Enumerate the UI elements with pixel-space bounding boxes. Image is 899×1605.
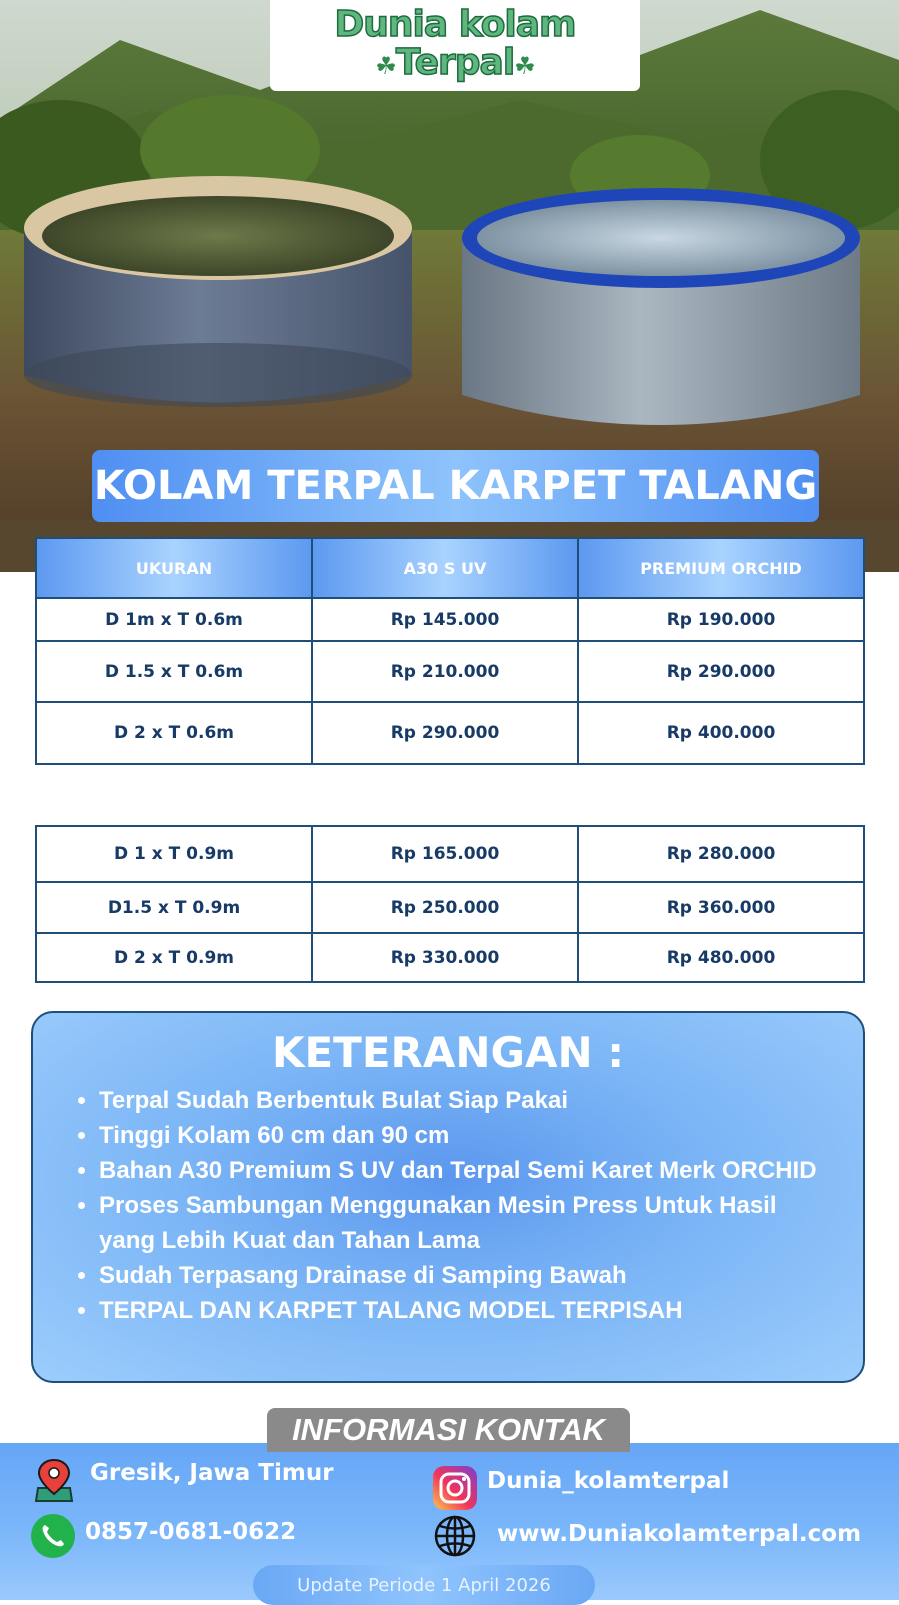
price-table-60cm xyxy=(35,537,865,765)
notes-heading: KETERANGAN : xyxy=(271,1028,625,1077)
location-text: Gresik, Jawa Timur xyxy=(90,1460,334,1486)
column-header: PREMIUM ORCHID xyxy=(578,538,864,598)
notes-panel xyxy=(31,1011,865,1383)
phone-item[interactable] xyxy=(31,1514,296,1558)
map-pin-icon xyxy=(34,1458,74,1502)
price-table-90cm xyxy=(35,825,865,983)
table-row xyxy=(36,933,864,982)
leaf-icon: ☘ xyxy=(514,52,535,80)
list-item: • Terpal Sudah Berbentuk Bulat Siap Pakai xyxy=(99,1083,833,1118)
price-orchid-cell: Rp 280.000 xyxy=(578,826,864,882)
price-orchid-cell: Rp 190.000 xyxy=(578,598,864,641)
website-item[interactable] xyxy=(433,1514,861,1558)
table-row xyxy=(36,882,864,933)
list-item: • Sudah Terpasang Drainase di Samping Bawah xyxy=(99,1258,833,1293)
brand-name-line2-wrap xyxy=(375,44,534,85)
globe-icon xyxy=(433,1514,477,1558)
column-header: A30 S UV xyxy=(312,538,578,598)
instagram-icon xyxy=(433,1466,477,1510)
notes-list xyxy=(33,1083,863,1328)
table-row xyxy=(36,826,864,882)
price-a30-cell: Rp 290.000 xyxy=(312,702,578,764)
price-orchid-cell: Rp 400.000 xyxy=(578,702,864,764)
price-a30-cell: Rp 210.000 xyxy=(312,641,578,702)
price-orchid-cell: Rp 480.000 xyxy=(578,933,864,982)
list-item: • Tinggi Kolam 60 cm dan 90 cm xyxy=(99,1118,833,1153)
price-a30-cell: Rp 145.000 xyxy=(312,598,578,641)
table-header-row xyxy=(36,538,864,598)
price-a30-cell: Rp 330.000 xyxy=(312,933,578,982)
update-period-badge: Update Periode 1 April 2026 xyxy=(253,1565,595,1605)
phone-number[interactable]: 0857-0681-0622 xyxy=(85,1519,297,1545)
size-cell: D 2 x T 0.6m xyxy=(36,702,312,764)
location-item xyxy=(34,1458,334,1502)
brand-name-line1: Dunia kolam xyxy=(334,4,576,45)
size-cell: D 1.5 x T 0.6m xyxy=(36,641,312,702)
table-row xyxy=(36,598,864,641)
list-item: • TERPAL DAN KARPET TALANG MODEL TERPISAH xyxy=(99,1293,833,1328)
size-cell: D 1 x T 0.9m xyxy=(36,826,312,882)
price-a30-cell: Rp 165.000 xyxy=(312,826,578,882)
table-row xyxy=(36,641,864,702)
list-item: • Proses Sambungan Menggunakan Mesin Press Untuk Hasil yang Lebih Kuat dan Tahan Lama xyxy=(99,1188,833,1258)
website-link[interactable]: www.Duniakolamterpal.com xyxy=(497,1521,862,1547)
price-orchid-cell: Rp 360.000 xyxy=(578,882,864,933)
table-row xyxy=(36,702,864,764)
price-a30-cell: Rp 250.000 xyxy=(312,882,578,933)
size-cell: D 2 x T 0.9m xyxy=(36,933,312,982)
page-title: KOLAM TERPAL KARPET TALANG xyxy=(92,450,819,522)
instagram-item[interactable] xyxy=(433,1466,729,1510)
brand-name-line2: Terpal xyxy=(395,42,515,83)
contact-heading: INFORMASI KONTAK xyxy=(267,1408,630,1452)
list-item: • Bahan A30 Premium S UV dan Terpal Semi Karet Merk ORCHID xyxy=(99,1153,833,1188)
column-header: UKURAN xyxy=(36,538,312,598)
instagram-handle[interactable]: Dunia_kolamterpal xyxy=(487,1468,730,1494)
size-cell: D 1m x T 0.6m xyxy=(36,598,312,641)
price-orchid-cell: Rp 290.000 xyxy=(578,641,864,702)
phone-icon xyxy=(31,1514,75,1558)
brand-logo xyxy=(270,0,640,91)
leaf-icon: ☘ xyxy=(375,52,396,80)
size-cell: D1.5 x T 0.9m xyxy=(36,882,312,933)
